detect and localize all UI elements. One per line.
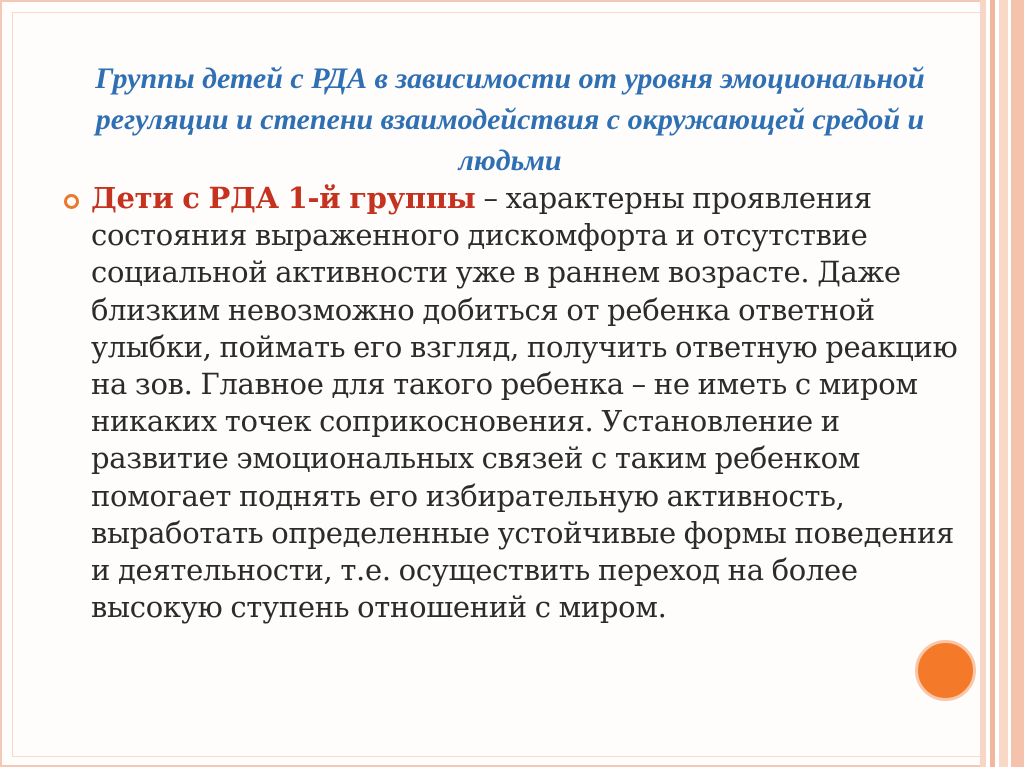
bullet-lead: Дети с РДА 1-й группы — [91, 181, 476, 215]
bullet-text: – характерны проявления состояния выраженного дискомфорта и отсутствие социальной активности уже в раннем возрасте. Даже близким невозможно добиться от ребенка ответной улыбки, поймать его взгляд, получить ответную реакцию на зов. Главное для такого ребенка – не иметь с миром никаких точек соприкосновения. Установление и развитие эмоциональных связей с таким ребенком помогает поднять его избирательную активность, выработать определенные устойчивые формы поведения и деятельности, т.е. осуществить переход на более высокую ступень отношений с миром. — [91, 181, 958, 625]
slide-title: Группы детей с РДА в зависимости от уровня эмоциональной регуляции и степени взаимодействия с окружающей средой и людьми — [95, 62, 925, 177]
stripe — [1011, 0, 1024, 767]
bullet-paragraph — [91, 180, 966, 626]
ring-bullet-icon — [64, 194, 79, 209]
right-decorative-stripes — [980, 0, 1024, 767]
stripe — [999, 0, 1008, 767]
orange-circle-decoration-icon — [915, 640, 976, 701]
